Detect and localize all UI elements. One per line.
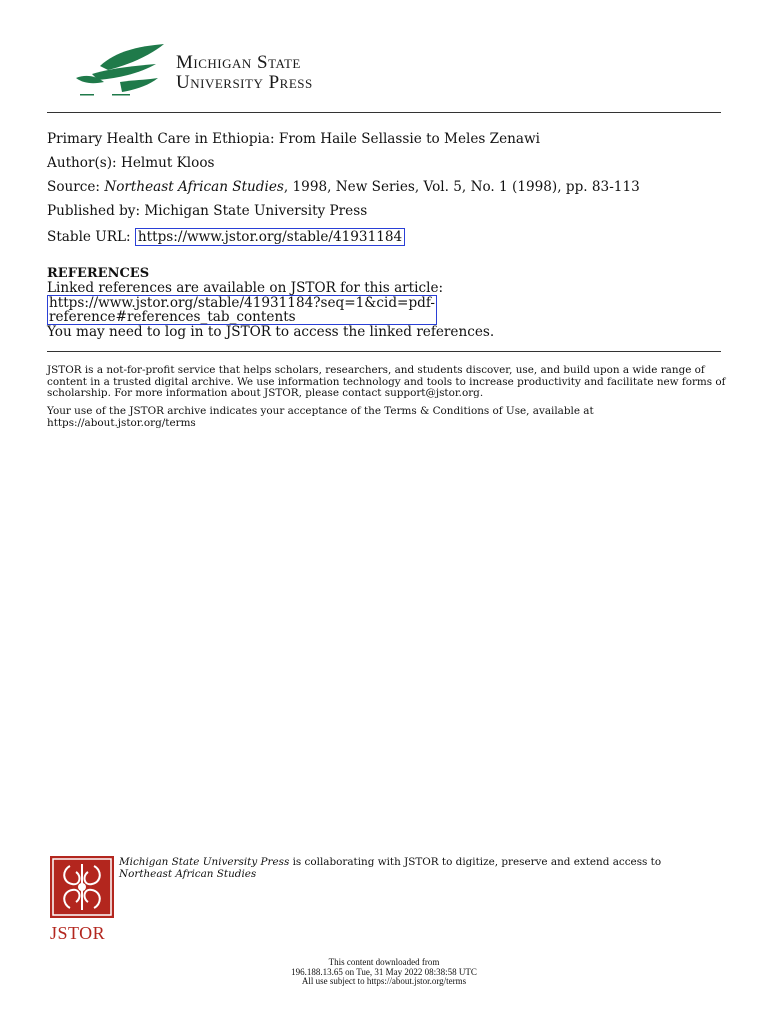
jstor-notice-para2: Your use of the JSTOR archive indicates your acceptance of the Terms & Conditions of Use, available at https://about.jstor.org/terms [47, 405, 594, 429]
source-journal: Northeast African Studies [104, 179, 284, 195]
collab-publisher: Michigan State University Press [119, 856, 290, 868]
jstor-wordmark: JSTOR [50, 923, 106, 943]
published-by-line [47, 203, 367, 219]
collab-text: is collaborating with JSTOR to digitize, preserve and extend access to [289, 856, 662, 868]
collaboration-statement [119, 856, 679, 880]
references-link-line2: reference#references_tab_contents [49, 309, 296, 325]
author-label: Author(s): [47, 155, 117, 171]
author-name: Helmut Kloos [120, 155, 215, 171]
published-by-label: Published by: [47, 203, 141, 219]
references-heading: REFERENCES [47, 266, 150, 281]
references-link[interactable] [47, 295, 437, 325]
stable-url-line [47, 229, 405, 245]
collab-journal: Northeast African Studies [119, 868, 257, 880]
source-line [47, 179, 640, 195]
publisher-name-line2: University Press [176, 72, 313, 93]
stable-url-label: Stable URL: [47, 229, 131, 245]
jstor-emblem-icon [50, 856, 114, 918]
download-footer [0, 958, 768, 987]
author-line [47, 155, 215, 171]
footer-line1: This content downloaded from [328, 957, 440, 967]
article-title: Primary Health Care in Ethiopia: From Haile Sellassie to Meles Zenawi [47, 131, 541, 147]
published-by-value: Michigan State University Press [144, 203, 368, 219]
source-label: Source: [47, 179, 100, 195]
references-intro: Linked references are available on JSTOR for this article: [47, 280, 444, 296]
references-block [47, 281, 494, 339]
jstor-notice-para1: JSTOR is a not-for-profit service that helps scholars, researchers, and students discover, use, and build upon a wide range of content in a trusted digital archive. We use information technology and tools to increase productivity and facilitate new forms of scholarship. For more information about JSTOR, please contact support@jstor.org. [47, 364, 726, 399]
publisher-name-line1: Michigan State [176, 52, 301, 73]
divider [47, 112, 721, 113]
jstor-logo [50, 856, 114, 943]
references-link-line1: https://www.jstor.org/stable/41931184?seq=1&cid=pdf- [49, 295, 435, 311]
references-login-note: You may need to log in to JSTOR to access the linked references. [47, 324, 495, 340]
source-detail: , 1998, New Series, Vol. 5, No. 1 (1998), pp. 83-113 [283, 179, 640, 195]
stable-url-link[interactable]: https://www.jstor.org/stable/41931184 [135, 228, 405, 246]
footer-line3: All use subject to https://about.jstor.org/terms [301, 976, 467, 986]
footer-line2: 196.188.13.65 on Tue, 31 May 2022 08:38:58 UTC [291, 966, 477, 977]
divider [47, 351, 721, 352]
